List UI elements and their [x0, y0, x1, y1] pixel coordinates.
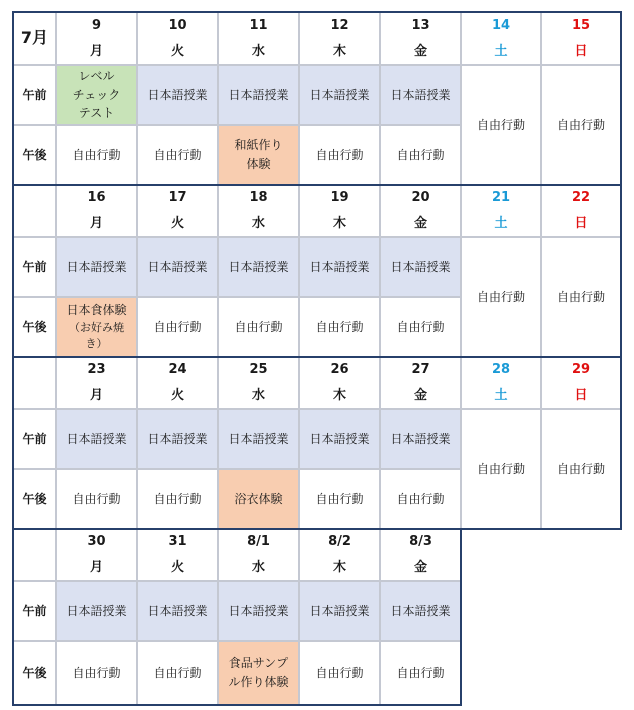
- day-header: [380, 185, 461, 237]
- weekend-activity: 自由行動: [461, 237, 541, 357]
- month-title: [13, 12, 56, 65]
- pm-activity: 自由行動: [380, 125, 461, 185]
- day-weekday: 木: [332, 388, 346, 403]
- pm-activity: 自由行動: [137, 297, 218, 357]
- pm-activity: 自由行動: [218, 297, 299, 357]
- frame-top: [12, 11, 622, 13]
- day-weekday: 火: [170, 216, 184, 231]
- pm-activity: 自由行動: [137, 125, 218, 185]
- day-weekday: 木: [332, 216, 346, 231]
- frame-week-separator: [12, 528, 622, 530]
- day-header: [380, 357, 461, 409]
- day-date: 17: [168, 190, 187, 205]
- pm-activity: 自由行動: [137, 469, 218, 529]
- day-date: 30: [87, 534, 106, 549]
- day-date: 8/2: [328, 534, 351, 549]
- weekend-activity: 自由行動: [461, 65, 541, 185]
- day-weekday: 月: [89, 388, 103, 403]
- day-date: 22: [571, 190, 591, 205]
- day-header: [137, 357, 218, 409]
- frame-bottom: [12, 704, 462, 706]
- am-activity: 日本語授業: [299, 237, 380, 297]
- pm-activity: 自由行動: [56, 641, 137, 705]
- am-label: 午前: [13, 409, 56, 469]
- day-weekday: 日: [574, 216, 588, 231]
- am-activity: 日本語授業: [299, 65, 380, 125]
- day-header: [137, 529, 218, 581]
- am-activity: 日本語授業: [380, 581, 461, 641]
- pm-activity: 自由行動: [56, 469, 137, 529]
- pm-activity: [56, 297, 137, 357]
- pm-activity: 自由行動: [137, 641, 218, 705]
- day-date: 14: [491, 17, 511, 33]
- day-weekday: 水: [251, 216, 265, 231]
- am-label: 午前: [13, 581, 56, 641]
- am-label: 午前: [13, 65, 56, 125]
- am-activity: 日本語授業: [218, 65, 299, 125]
- frame-week-separator: [12, 356, 622, 358]
- activity-name: 日本食体験: [66, 303, 127, 318]
- frame-left: [12, 11, 14, 706]
- day-date: 18: [249, 190, 268, 205]
- am-activity: 日本語授業: [380, 409, 461, 469]
- am-activity: 日本語授業: [137, 237, 218, 297]
- day-date: 9: [91, 17, 102, 33]
- day-weekday: 月: [89, 216, 103, 231]
- pm-activity: 自由行動: [299, 125, 380, 185]
- day-weekday: 金: [413, 43, 427, 59]
- am-activity: 日本語授業: [56, 409, 137, 469]
- day-date: 8/1: [247, 534, 270, 549]
- day-header: [218, 357, 299, 409]
- day-header: [56, 529, 137, 581]
- am-activity: レベル チェック テスト: [56, 65, 137, 125]
- pm-label: 午後: [13, 469, 56, 529]
- day-date: 19: [330, 190, 349, 205]
- day-date: 16: [87, 190, 106, 205]
- pm-activity: 自由行動: [299, 297, 380, 357]
- day-weekday: 水: [251, 43, 265, 59]
- activity-note: （お好み焼 き）: [69, 320, 124, 351]
- day-date: 27: [411, 362, 430, 377]
- day-header: [56, 357, 137, 409]
- day-date: 21: [491, 190, 511, 205]
- day-header: [299, 12, 380, 65]
- day-weekday: 金: [413, 560, 427, 575]
- pm-label: 午後: [13, 297, 56, 357]
- am-activity: 日本語授業: [299, 581, 380, 641]
- pm-activity: 和紙作り 体験: [218, 125, 299, 185]
- am-activity: 日本語授業: [299, 409, 380, 469]
- day-date: 26: [330, 362, 349, 377]
- day-header: [299, 357, 380, 409]
- day-header: [137, 185, 218, 237]
- day-date: 20: [411, 190, 430, 205]
- day-header: [56, 185, 137, 237]
- day-weekday: 金: [413, 388, 427, 403]
- weekend-activity: 自由行動: [541, 237, 621, 357]
- am-label: 午前: [13, 237, 56, 297]
- am-activity: 日本語授業: [218, 237, 299, 297]
- corner-cell: [13, 185, 56, 237]
- day-weekday: 土: [494, 43, 508, 59]
- am-activity: 日本語授業: [56, 581, 137, 641]
- day-header: [299, 185, 380, 237]
- weekend-activity: 自由行動: [461, 409, 541, 529]
- day-header: [218, 529, 299, 581]
- day-header: [380, 529, 461, 581]
- day-header: [541, 185, 621, 237]
- weekend-activity: 自由行動: [541, 409, 621, 529]
- day-date: 31: [168, 534, 187, 549]
- pm-activity: 浴衣体験: [218, 469, 299, 529]
- pm-activity: 自由行動: [299, 469, 380, 529]
- frame-right: [620, 11, 622, 530]
- am-activity: 日本語授業: [218, 581, 299, 641]
- am-activity: 日本語授業: [137, 65, 218, 125]
- pm-label: 午後: [13, 641, 56, 705]
- day-date: 25: [249, 362, 268, 377]
- pm-label: 午後: [13, 125, 56, 185]
- day-header: [541, 357, 621, 409]
- day-weekday: 土: [494, 388, 508, 403]
- am-activity: 日本語授業: [137, 409, 218, 469]
- day-date: 15: [571, 17, 591, 33]
- day-date: 28: [491, 362, 511, 377]
- day-date: 12: [330, 17, 349, 33]
- schedule-calendar: [13, 12, 621, 705]
- pm-activity: 自由行動: [380, 297, 461, 357]
- pm-activity: 自由行動: [380, 641, 461, 705]
- day-date: 11: [249, 17, 268, 33]
- day-date: 8/3: [409, 534, 432, 549]
- day-weekday: 火: [170, 388, 184, 403]
- corner-cell: [13, 357, 56, 409]
- day-date: 23: [87, 362, 106, 377]
- weekend-activity: 自由行動: [541, 65, 621, 185]
- day-date: 10: [168, 17, 187, 33]
- day-header: [461, 12, 541, 65]
- day-weekday: 土: [494, 216, 508, 231]
- am-activity: 日本語授業: [218, 409, 299, 469]
- day-header: [461, 357, 541, 409]
- day-weekday: 月: [89, 43, 103, 59]
- day-header: [218, 12, 299, 65]
- day-weekday: 金: [413, 216, 427, 231]
- am-activity: 日本語授業: [137, 581, 218, 641]
- day-weekday: 月: [89, 560, 103, 575]
- day-weekday: 日: [574, 388, 588, 403]
- am-activity: 日本語授業: [56, 237, 137, 297]
- am-activity: 日本語授業: [380, 65, 461, 125]
- day-header: [380, 12, 461, 65]
- day-header: [137, 12, 218, 65]
- pm-activity: 食品サンプ ル作り体験: [218, 641, 299, 705]
- day-weekday: 水: [251, 388, 265, 403]
- day-date: 29: [571, 362, 591, 377]
- day-weekday: 火: [170, 560, 184, 575]
- pm-activity: 自由行動: [56, 125, 137, 185]
- day-weekday: 火: [170, 43, 184, 59]
- frame-right-last-week: [460, 528, 462, 706]
- day-weekday: 日: [574, 43, 588, 59]
- day-header: [541, 12, 621, 65]
- day-header: [299, 529, 380, 581]
- pm-activity: 自由行動: [380, 469, 461, 529]
- month-title-text: 7月: [20, 28, 49, 48]
- corner-cell: [13, 529, 56, 581]
- am-activity: 日本語授業: [380, 237, 461, 297]
- pm-activity: 自由行動: [299, 641, 380, 705]
- day-weekday: 木: [332, 560, 346, 575]
- day-date: 24: [168, 362, 187, 377]
- day-header: [56, 12, 137, 65]
- frame-week-separator: [12, 184, 622, 186]
- day-weekday: 水: [251, 560, 265, 575]
- day-header: [218, 185, 299, 237]
- day-header: [461, 185, 541, 237]
- day-weekday: 木: [332, 43, 346, 59]
- day-date: 13: [411, 17, 430, 33]
